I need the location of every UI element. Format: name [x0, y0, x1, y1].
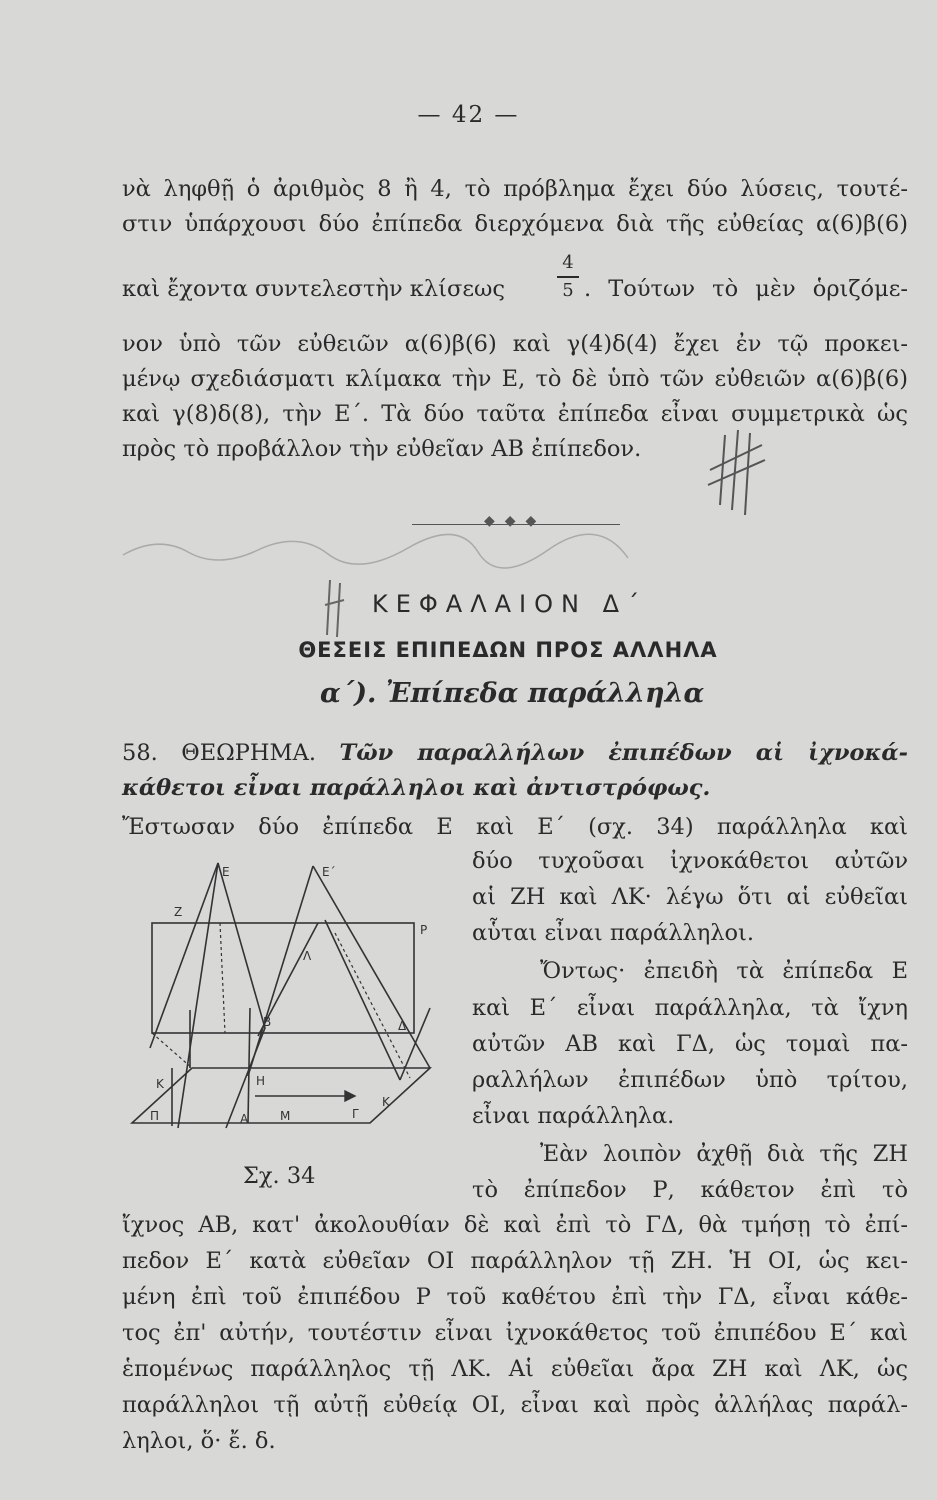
column-line: καὶ Ε΄ εἶναι παράλληλα, τὰ ἴχνη: [472, 995, 908, 1021]
text-line: νον ὑπὸ τῶν εὐθειῶν α(6)β(6) καὶ γ(4)δ(4) ἔχει ἐν τῷ προκει-: [122, 331, 908, 357]
text-line: καὶ ἔχοντα συντελεστὴν κλίσεως: [122, 276, 505, 302]
figure-label: Ε΄: [322, 865, 336, 879]
figure-label: Ζ: [174, 905, 183, 919]
figure-label: Γ: [352, 1107, 359, 1121]
text-line: . Τούτων τὸ μὲν ὁριζόμε-: [584, 276, 908, 302]
divider-ornament: ◆◆◆: [484, 513, 547, 529]
figure-caption: Σχ. 34: [243, 1163, 316, 1189]
page-number: — 42 —: [417, 102, 520, 128]
column-line: τὸ ἐπίπεδον Ρ, κάθετον ἐπὶ τὸ: [472, 1177, 908, 1203]
column-line: Ὄντως· ἐπειδὴ τὰ ἐπίπεδα Ε: [540, 958, 908, 984]
column-line: δύο τυχοῦσαι ἰχνοκάθετοι αὐτῶν: [472, 848, 908, 874]
column-line: εἶναι παράλληλα.: [472, 1103, 675, 1129]
column-line: αὗται εἶναι παράλληλοι.: [472, 920, 754, 946]
pencil-hatch-mark: [700, 425, 770, 520]
text-line: μένη ἐπὶ τοῦ ἐπιπέδου Ρ τοῦ καθέτου ἐπὶ τὴν ΓΔ, εἶναι κάθε-: [122, 1284, 908, 1310]
figure-label: Λ: [303, 949, 312, 963]
pencil-scribble: [118, 530, 638, 570]
column-line: Ἐὰν λοιπὸν ἀχθῇ διὰ τῆς ΖΗ: [540, 1141, 908, 1167]
text-line: μένῳ σχεδιάσματι κλίμακα τὴν Ε, τὸ δὲ ὑπὸ τῶν εὐθειῶν α(6)β(6): [122, 366, 908, 392]
text-line: Ἔστωσαν δύο ἐπίπεδα Ε καὶ Ε΄ (σχ. 34) παράλληλα καὶ: [122, 814, 908, 840]
figure-label: Ρ: [420, 923, 428, 937]
text-line: ἑπομένως παράλληλος τῇ ΛΚ. Αἱ εὐθεῖαι ἄρα ΖΗ καὶ ΛΚ, ὡς: [122, 1356, 908, 1382]
chapter-title: ΚΕΦΑΛΑΙΟΝ Δ΄: [372, 590, 648, 618]
figure-label: Α: [240, 1112, 249, 1126]
theorem-label: 58. ΘΕΩΡΗΜΑ.: [122, 740, 316, 766]
text-line: ἴχνος ΑΒ, κατ' ἀκολουθίαν δὲ καὶ ἐπὶ τὸ ΓΔ, θὰ τμήσῃ τὸ ἐπί-: [122, 1212, 908, 1238]
column-line: αὐτῶν ΑΒ καὶ ΓΔ, ὡς τομαὶ πα-: [472, 1031, 908, 1057]
text-line: στιν ὑπάρχουσι δύο ἐπίπεδα διερχόμενα διὰ τῆς εὐθείας α(6)β(6): [122, 211, 908, 237]
chapter-subtitle: ΘΕΣΕΙΣ ΕΠΙΠΕΔΩΝ ΠΡΟΣ ΑΛΛΗΛΑ: [298, 638, 718, 662]
figure-label: Δ: [398, 1019, 407, 1033]
figure-label: Κ: [156, 1077, 164, 1091]
theorem-statement: κάθετοι εἶναι παράλληλοι καὶ ἀντιστρόφως.: [122, 775, 711, 801]
text-line: τος ἐπ' αὐτήν, τουτέστιν εἶναι ἰχνοκάθετος τοῦ ἐπιπέδου Ε΄ καὶ: [122, 1320, 908, 1346]
figure-label: Ε: [222, 865, 230, 879]
section-title: α΄). Ἐπίπεδα παράλληλα: [320, 678, 705, 709]
figure-label: Π: [150, 1109, 160, 1123]
pencil-bracket-mark: [322, 575, 352, 645]
figure-label: Β: [263, 1015, 272, 1029]
text-line: νὰ ληφθῇ ὁ ἀριθμὸς 8 ἢ 4, τὸ πρόβλημα ἔχει δύο λύσεις, τουτέ-: [122, 176, 908, 202]
theorem-statement: Τῶν παραλλήλων ἐπιπέδων αἱ ἰχνοκά-: [339, 740, 908, 766]
text-line: παράλληλοι τῇ αὐτῇ εὐθείᾳ ΟΙ, εἶναι καὶ πρὸς ἀλλήλας παράλ-: [122, 1392, 908, 1418]
fraction-numerator: 4: [562, 252, 574, 273]
text-line: ληλοι, ὅ· ἔ. δ.: [122, 1428, 276, 1454]
figure-label: Κ: [382, 1095, 390, 1109]
figure-34: [130, 858, 450, 1168]
fraction-bar: [557, 276, 579, 278]
column-line: αἱ ΖΗ καὶ ΛΚ· λέγω ὅτι αἱ εὐθεῖαι: [472, 884, 908, 910]
theorem-line: [122, 738, 908, 768]
figure-label: Μ: [280, 1109, 291, 1123]
text-line: πρὸς τὸ προβάλλον τὴν εὐθεῖαν ΑΒ ἐπίπεδον.: [122, 436, 642, 462]
figure-label: Η: [256, 1074, 266, 1088]
text-line: καὶ γ(8)δ(8), τὴν Ε΄. Τὰ δύο ταῦτα ἐπίπεδα εἶναι συμμετρικὰ ὡς: [122, 401, 908, 427]
fraction-denominator: 5: [562, 280, 574, 301]
text-line: πεδον Ε΄ κατὰ εὐθεῖαν ΟΙ παράλληλον τῇ ΖΗ. Ἡ ΟΙ, ὡς κει-: [122, 1248, 908, 1274]
column-line: ραλλήλων ἐπιπέδων ὑπὸ τρίτου,: [472, 1067, 908, 1093]
